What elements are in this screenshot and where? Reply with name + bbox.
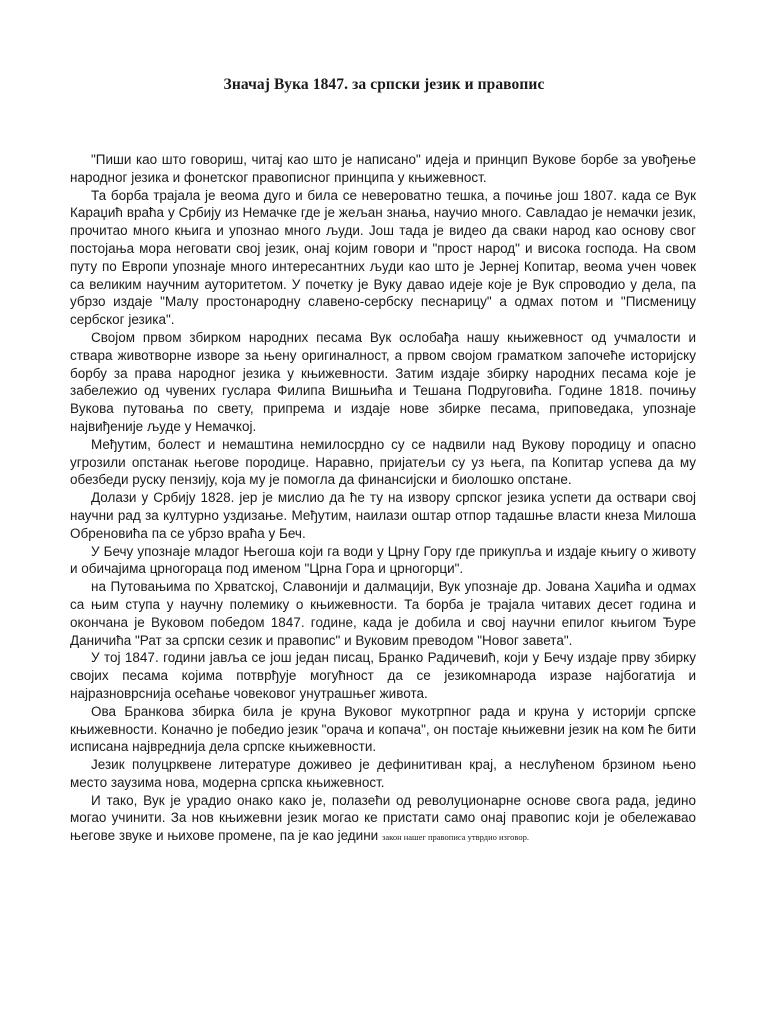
document-body [70, 151, 696, 847]
paragraph: Долази у Србију 1828. јер је мислио да ће ту на извору српског језика успети да оствари свој научни рад за културно уздизање. Међутим, наилази оштар отпор тадашње власти кнеза Милоша Обреновића па се убрзо враћа у Беч. [70, 490, 696, 541]
paragraph: Језик полуцрквене литературе доживео је дефинитиван крај, а неслућеном брзином њено место заузима нова, модерна српска књижевност. [70, 757, 696, 790]
paragraph: Међутим, болест и немаштина немилосрдно су се надвили над Вукову породицу и опасно угрозили опстанак његове породице. Наравно, пријатељи су уз њега, па Копитар успева да му обезбеди руску пензију, која му је помогла да финансијски и биолошко опстане. [70, 436, 696, 488]
paragraph: "Пиши као што говориш, читај као што је написано" идеја и принцип Вукове борбе за увођење народног језика и фонетског правописног принципа у књижевност. [70, 152, 696, 185]
paragraph: Својом првом збирком народних песама Вук ослобађа нашу књижевност од учмалости и ствара животворне изворе за њену оригиналност, а првом својом граматком започеће историјску борбу за права народног језика у књижевности. Затим издаје збирку народних песама које је забележио од чувених гуслара Филипа Вишњића и Тешана Подруговића. Године 1818. почињу Вукова путовања по свету, припрема и издаје нове збирке песама, приповедака, упознаје највиђеније људе у Немачкој. [70, 329, 696, 434]
document-title: Значај Вука 1847. за српски језик и правопис [223, 76, 545, 93]
paragraph: Та борба трајала је веома дуго и била се невероватно тешка, а почиње још 1807. када се Вук Караџић враћа у Србију из Немачке где је жељан знања, научио много. Савладао је немачки језик, прочитао много књига и упознао много људи. Још тада је видео да сваки народ као основу свог постојања мора неговати свој језик, онај којим говори и "прост народ" и висока господа. На свом путу по Европи упознаје много интересантних људи као што је Јернеј Копитар, веома учен човек са великим научним ауторитетом. У почетку је Вуку давао идеје које је Вук спроводио у дела, па убрзо издаје "Малу простонародну славено-сербску песнарицу" а одмах потом и "Писменицу сербског језика". [70, 187, 696, 328]
last-paragraph [70, 792, 696, 847]
paragraph: на Путовањима по Хрватској, Славонији и далмацији, Вук упознаје др. Јована Хаџића и одмах са њим ступа у научну полемику о књижевности. Та борба је трајала читавих десет година и окончана је Вуковом победом 1847. године, када је добила и свој научни епилог књигом Ђуре Даничића "Рат за српски сезик и правопис" и Вуковим преводом "Новог завета". [70, 579, 696, 648]
last-paragraph-tail: закон нашег правописа утврдио изговор. [381, 832, 530, 843]
paragraph: У Бечу упознаје младог Његоша који га води у Црну Гору где прикупља и издаје књигу о животу и обичајима црногораца под именом "Црна Гора и црногорци". [70, 543, 696, 577]
paragraph: У тој 1847. години јавља се још један писац, Бранко Радичевић, који у Бечу издаје прву збирку својих песама којима потврђује могућност да се језикомнарода изразе најбогатија и најразноврснија осећање човековог унутрашњег живота. [70, 650, 696, 701]
last-paragraph-text: И тако, Вук је урадио онако како је, полазећи од револуционарне основе свога рада, једино могао учинити. За нов књижевни језик могао ке пристати само онај правопис који је обележавао његове звуке и њихове промене, па је као једини [70, 792, 696, 844]
paragraph: Ова Бранкова збирка била је круна Вуковог мукотрпног рада и круна у историји српске књижевности. Коначно је победио језик "орача и копача", он постаје књижевни језик на ком ће бити исписана највреднија дела српске књижевности. [70, 703, 696, 755]
